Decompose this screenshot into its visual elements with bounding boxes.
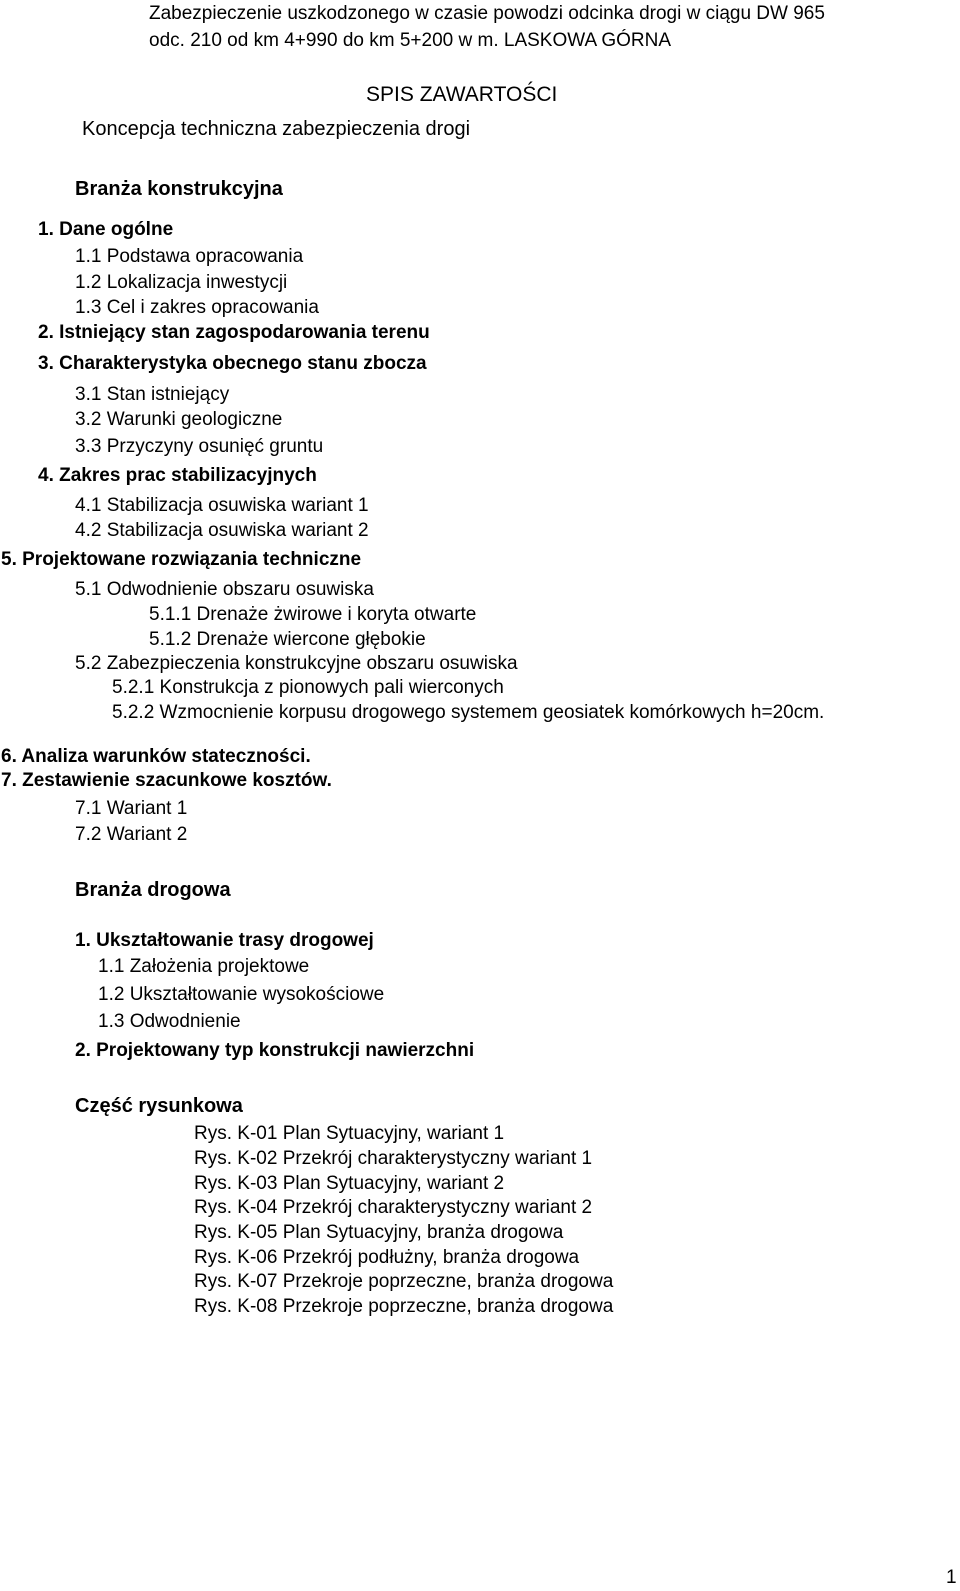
drawing-item: Rys. K-03 Plan Sytuacyjny, wariant 2 — [194, 1173, 505, 1194]
toc-item: 4.2 Stabilizacja osuwiska wariant 2 — [75, 520, 369, 541]
toc-item: 7.2 Wariant 2 — [75, 824, 188, 845]
toc-item: 1.2 Ukształtowanie wysokościowe — [98, 984, 385, 1005]
toc-item: 1.2 Lokalizacja inwestycji — [75, 272, 288, 293]
toc-item: 5.1.1 Drenaże żwirowe i koryta otwarte — [149, 604, 477, 625]
drawing-item: Rys. K-05 Plan Sytuacyjny, branża drogowa — [194, 1222, 564, 1243]
toc-item: 3.3 Przyczyny osunięć gruntu — [75, 436, 324, 457]
toc-item: 5. Projektowane rozwiązania techniczne — [1, 549, 362, 570]
toc-item: 5.2 Zabezpieczenia konstrukcyjne obszaru osuwiska — [75, 653, 518, 674]
drawing-item: Rys. K-06 Przekrój podłużny, branża drogowa — [194, 1247, 580, 1268]
section-heading-rysunkowa: Część rysunkowa — [75, 1095, 243, 1117]
toc-item: 2. Projektowany typ konstrukcji nawierzchni — [75, 1040, 475, 1061]
toc-item: 1. Dane ogólne — [38, 219, 174, 240]
drawing-item: Rys. K-07 Przekroje poprzeczne, branża drogowa — [194, 1271, 614, 1292]
toc-item: 5.2.2 Wzmocnienie korpusu drogowego systemem geosiatek komórkowych h=20cm. — [112, 702, 825, 723]
toc-item: 1.1 Podstawa opracowania — [75, 246, 304, 267]
toc-item: 6. Analiza warunków stateczności. — [1, 746, 311, 767]
toc-item: 1.3 Odwodnienie — [98, 1011, 241, 1032]
toc-item: 1.1 Założenia projektowe — [98, 956, 310, 977]
drawing-item: Rys. K-04 Przekrój charakterystyczny wariant 2 — [194, 1197, 593, 1218]
toc-item: 3.1 Stan istniejący — [75, 384, 230, 405]
toc-title: SPIS ZAWARTOŚCI — [366, 83, 558, 106]
toc-item: 3. Charakterystyka obecnego stanu zbocza — [38, 353, 427, 374]
toc-item: 7. Zestawienie szacunkowe kosztów. — [1, 770, 332, 791]
toc-item: 2. Istniejący stan zagospodarowania terenu — [38, 322, 430, 343]
toc-item: 1. Ukształtowanie trasy drogowej — [75, 930, 374, 951]
drawing-item: Rys. K-01 Plan Sytuacyjny, wariant 1 — [194, 1123, 505, 1144]
toc-item: 5.1 Odwodnienie obszaru osuwiska — [75, 579, 374, 600]
toc-item: 5.1.2 Drenaże wiercone głębokie — [149, 629, 426, 650]
header-line-2: odc. 210 od km 4+990 do km 5+200 w m. LASKOWA GÓRNA — [149, 30, 672, 51]
toc-item: 4.1 Stabilizacja osuwiska wariant 1 — [75, 495, 369, 516]
page-number: 1 — [946, 1567, 957, 1588]
section-heading-drogowa: Branża drogowa — [75, 879, 231, 901]
concept-title: Koncepcja techniczna zabezpieczenia drogi — [82, 118, 471, 140]
toc-item: 7.1 Wariant 1 — [75, 798, 188, 819]
drawing-item: Rys. K-02 Przekrój charakterystyczny wariant 1 — [194, 1148, 593, 1169]
toc-item: 1.3 Cel i zakres opracowania — [75, 297, 319, 318]
header-line-1: Zabezpieczenie uszkodzonego w czasie powodzi odcinka drogi w ciągu DW 965 — [149, 3, 825, 24]
toc-item: 4. Zakres prac stabilizacyjnych — [38, 465, 317, 486]
section-heading-konstrukcyjna: Branża konstrukcyjna — [75, 178, 283, 200]
toc-item: 5.2.1 Konstrukcja z pionowych pali wierconych — [112, 677, 504, 698]
drawing-item: Rys. K-08 Przekroje poprzeczne, branża drogowa — [194, 1296, 614, 1317]
toc-item: 3.2 Warunki geologiczne — [75, 409, 283, 430]
